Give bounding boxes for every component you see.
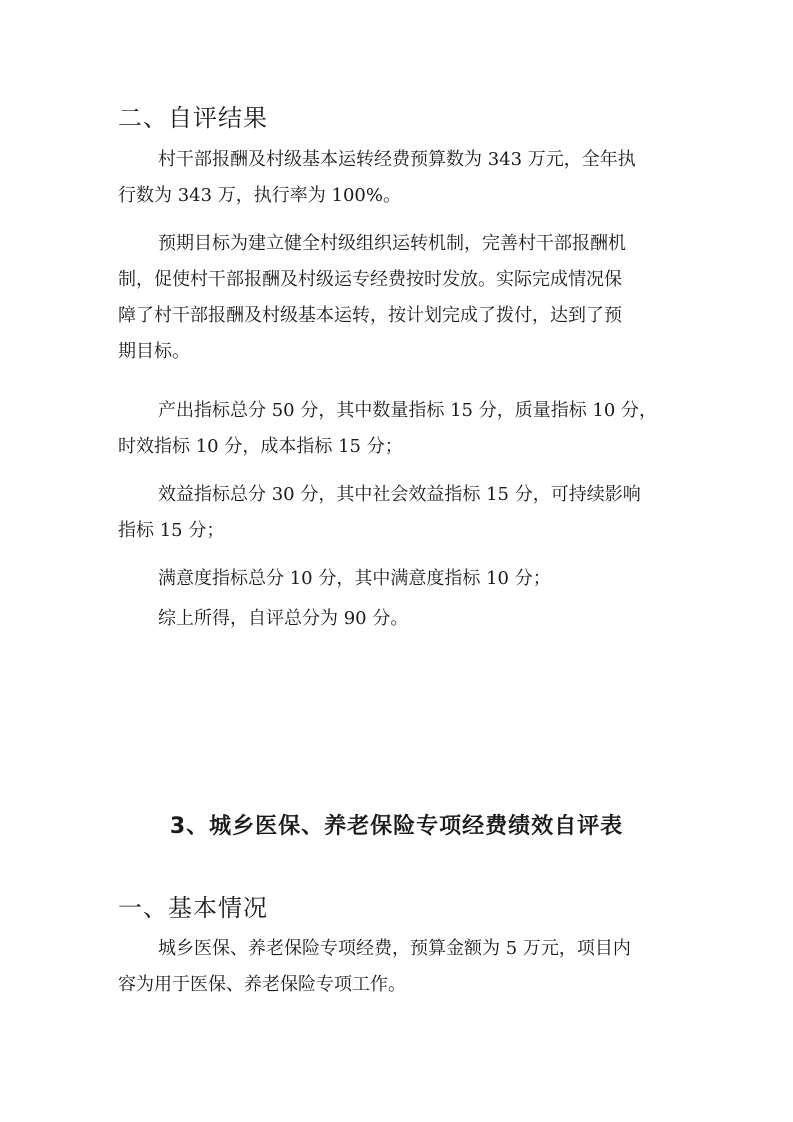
section-heading-basic-info: 一、基本情况 [118,894,268,922]
text-line: 指标 15 分； [118,520,225,541]
paragraph-benefit-indicators [118,477,678,549]
text-line: 城乡医保、养老保险专项经费，预算金额为 5 万元，项目内 [158,938,631,959]
text-line: 时效指标 10 分，成本指标 15 分； [118,436,403,457]
paragraph-expected-goals [118,226,678,370]
paragraph-basic-info [118,931,678,1003]
section-heading-self-evaluation: 二、自评结果 [118,104,268,132]
text-line: 产出指标总分 50 分，其中数量指标 15 分，质量指标 10 分， [158,400,658,421]
text-line: 容为用于医保、养老保险专项工作。 [118,974,406,995]
text-line: 村干部报酬及村级基本运转经费预算数为 343 万元，全年执 [158,149,636,170]
paragraph-total-score [118,601,678,637]
paragraph-budget-execution [118,142,678,214]
paragraph-satisfaction-indicators [118,561,678,597]
text-line: 效益指标总分 30 分，其中社会效益指标 15 分，可持续影响 [158,484,641,505]
text-line: 障了村干部报酬及村级基本运转，按计划完成了拨付，达到了预 [118,305,622,326]
text-line: 制，促使村干部报酬及村级运专经费按时发放。实际完成情况保 [118,269,622,290]
document-title: 3、城乡医保、养老保险专项经费绩效自评表 [169,814,624,839]
text-line: 预期目标为建立健全村级组织运转机制，完善村干部报酬机 [158,233,626,254]
paragraph-output-indicators [118,393,678,465]
text-line: 期目标。 [118,341,190,362]
text-line: 综上所得，自评总分为 90 分。 [158,608,409,629]
text-line: 行数为 343 万，执行率为 100%。 [118,185,401,206]
text-line: 满意度指标总分 10 分，其中满意度指标 10 分； [158,568,551,589]
